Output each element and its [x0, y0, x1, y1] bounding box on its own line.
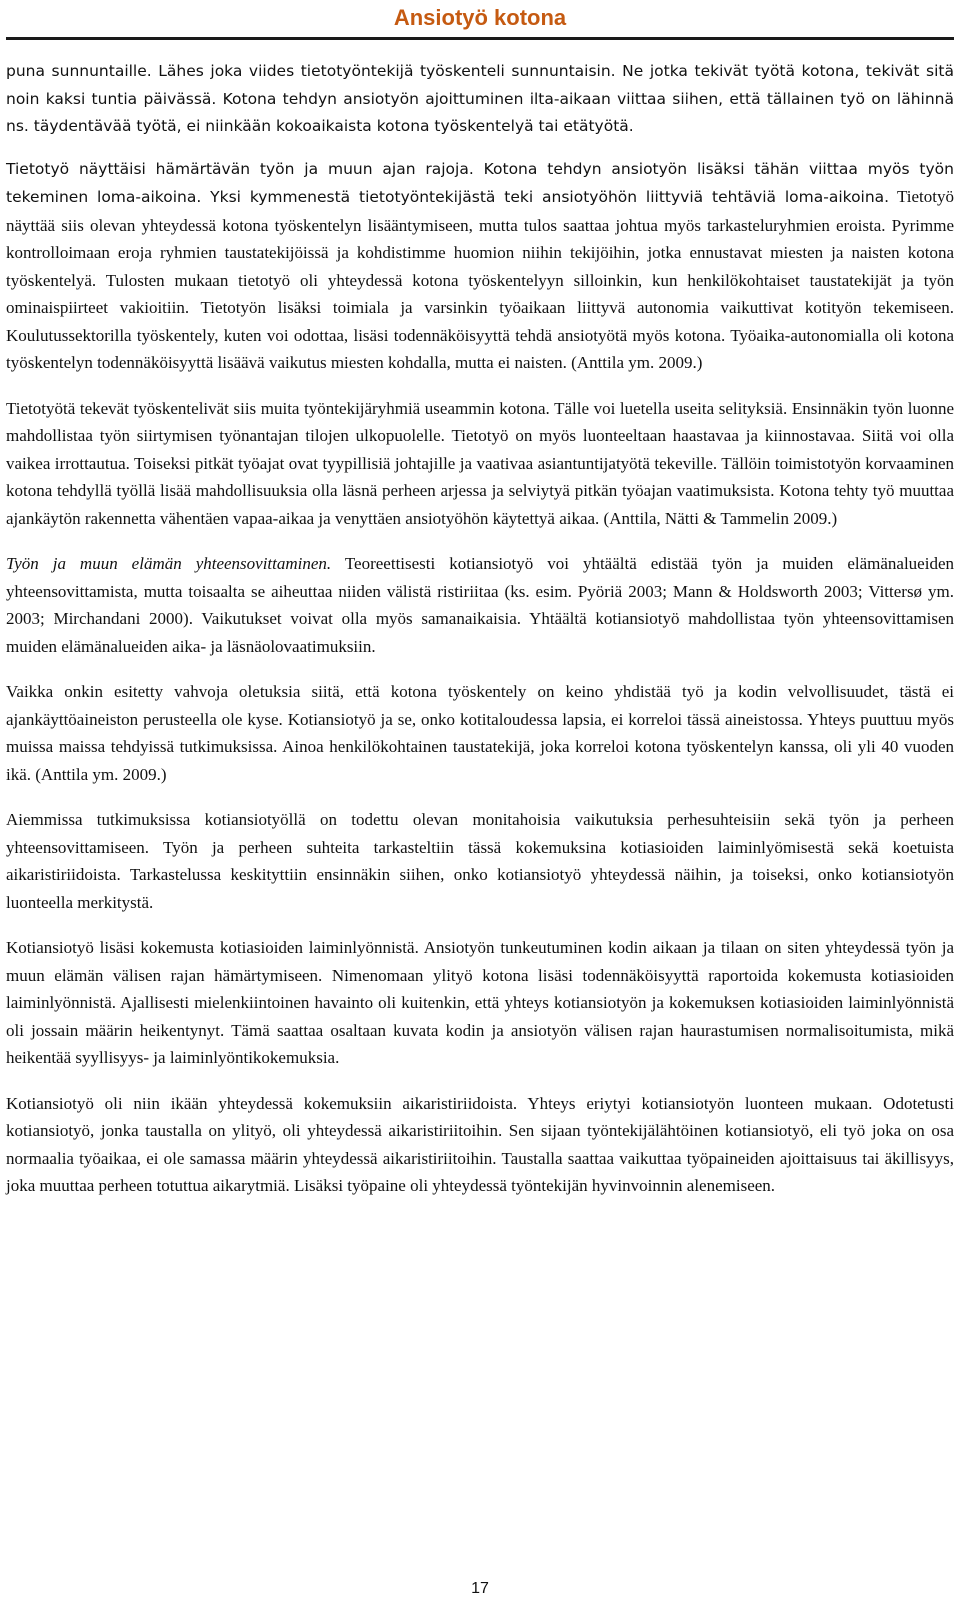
paragraph-6: Aiemmissa tutkimuksissa kotiansiotyöllä on todettu olevan monitahoisia vaikutuksia perhesuhteisiin sekä työn ja perheen yhteensovittamiseen. Työn ja perheen suhteita tarkasteltiin tässä kokemuksina kotiasioiden laiminlyömisestä sekä koetuista aikaristiriidoista. Tarkastelussa keskityttiin ensinnäkin siihen, onko kotiansiotyö yhteydessä näihin, ja toiseksi, onko kotiansiotyön luonteella merkitystä. [6, 810, 954, 912]
paragraph-4-rest: Teoreettisesti kotiansiotyö voi yhtäältä edistää työn ja muiden elämänalueiden yhteensovittamista, mutta toisaalta se aiheuttaa niiden välistä ristiriitaa (ks. esim. Pyöriä 2003; Mann & Holdsworth 2003; Vittersø ym. 2003; Mirchandani 2000). Vaikutukset voivat olla myös samanaikaisia. Yhtäältä kotiansiotyö mahdollistaa työn yhteensovittamisen muiden elämänalueiden aika- ja läsnäolovaatimuksiin. [6, 554, 954, 656]
paragraph-2-rest: Tietotyö näyttää siis olevan yhteydessä kotona työskentelyn lisääntymiseen, mutta tulos saattaa johtua myös tarkasteluryhmien eroista. Pyrimme kontrolloimaan eroja ryhmien taustatekijöissä ja kohdistimme huomion niihin tekijöihin, jotka ennustavat miesten ja naisten kotona työskentelyä. Tulosten mukaan tietotyö oli yhteydessä kotona työskentelyyn silloinkin, kun henkilökohtaiset taustatekijät ja työn ominaispiirteet vakioitiin. Tietotyön lisäksi toimiala ja varsinkin työaikaan liittyvä autonomia vaikuttivat kotityön tekemiseen. Koulutussektorilla työskentely, kuten voi odottaa, lisäsi todennäköisyyttä tehdä ansiotyötä myös kotona. Työaika-autonomialla oli kotona työskentelyn todennäköisyyttä lisäävä vaikutus miesten kohdalla, mutta ei naisten. (Anttila ym. 2009.) [6, 187, 955, 372]
running-header-title: Ansiotyö kotona [393, 5, 567, 30]
paragraph-1: puna sunnuntaille. Lähes joka viides tietotyöntekijä työskenteli sunnuntaisin. Ne jotka tekivät työtä kotona, tekivät sitä noin kaksi tuntia päivässä. Kotona tehdyn ansiotyön ajoittuminen ilta-aikaan viittaa siihen, että tällainen työ on lähinnä ns. täydentävää työtä, ei niinkään kokoaikaista kotona työskentelyä tai etätyötä. [6, 62, 954, 135]
paragraph-5: Vaikka onkin esitetty vahvoja oletuksia siitä, että kotona työskentely on keino yhdistää työ ja kodin velvollisuudet, tästä ei ajankäyttöaineiston perusteella ole kyse. Kotiansiotyö ja se, onko kotitaloudessa lapsia, ei korreloi tässä aineistossa. Yhteys puuttuu myös muissa maissa tehdyissä tutkimuksissa. Ainoa henkilökohtainen taustatekijä, joka korreloi kotona työskentelyn kanssa, oli yli 40 vuoden ikä. (Anttila ym. 2009.) [6, 682, 954, 784]
paragraph-4 [6, 550, 954, 660]
body-text [6, 58, 954, 1218]
paragraph-7: Kotiansiotyö lisäsi kokemusta kotiasioiden laiminlyönnistä. Ansiotyön tunkeutuminen kodin aikaan ja tilaan on siten yhteydessä työn ja muun elämän välisen rajan hämärtymiseen. Nimenomaan ylityö kotona lisäsi todennäköisyyttä raportoida kokemusta kotiasioiden laiminlyönnistä. Ajallisesti mielenkiintoinen havainto oli kuitenkin, että yhteys kotiansiotyön ja kokemuksen kotiasioiden laiminlyönnistä oli jossain määrin heikentynyt. Tämä saattaa osaltaan kuvata kodin ja ansiotyön välisen rajan haurastumisen normalisoitumista, mikä heikentää syyllisyys- ja laiminlyöntikokemuksia. [6, 938, 954, 1067]
paragraph-3: Tietotyötä tekevät työskentelivät siis muita työntekijäryhmiä useammin kotona. Tälle voi luetella useita selityksiä. Ensinnäkin työn luonne mahdollistaa työn siirtymisen työnantajan tilojen ulkopuolelle. Tietotyö on myös luonteeltaan haastavaa ja kiinnostavaa. Siitä voi olla vaikea irrottautua. Toiseksi pitkät työajat ovat tyypillisiä johtajille ja vaativaa asiantuntijatyötä tekeville. Tällöin toimistotyön korvaaminen kotona tehdyllä työllä lisää mahdollisuuksia olla läsnä perheen arjessa ja selviytyä pitkän työajan vaatimuksista. Kotona tehty työ muuttaa ajankäytön rakennetta vähentäen vapaa-aikaa ja venyttäen ansiotyöhön käytettyä aikaa. (Anttila, Nätti & Tammelin 2009.) [6, 398, 954, 528]
header-divider [6, 37, 954, 40]
paragraph-2 [6, 155, 954, 377]
paragraph-2-lead: Tietotyö näyttäisi hämärtävän työn ja muun ajan rajoja. Kotona tehdyn ansiotyön lisäksi tähän viittaa myös työn tekeminen loma-aikoina. Yksi kymmenestä tietotyöntekijästä teki ansiotyöhön liittyviä tehtäviä loma-aikoina. [6, 159, 954, 206]
paragraph-8: Kotiansiotyö oli niin ikään yhteydessä kokemuksiin aikaristiriidoista. Yhteys eriytyi kotiansiotyön luonteen mukaan. Odotetusti kotiansiotyö, jonka taustalla on ylityö, oli yhteydessä aikaristiriitoihin. Sen sijaan työntekijälähtöinen kotiansiotyö, eli työ joka on osa normaalia työaikaa, ei ole samassa määrin yhteydessä aikaristiriitoihin. Taustalla saattaa vaikuttaa työpaineiden ajoittaisuus tai äkillisyys, joka muuttaa perheen totuttua aikarytmiä. Lisäksi työpaine oli yhteydessä työntekijän hyvinvoinnin alenemiseen. [6, 1093, 954, 1195]
page-number: 17 [471, 1580, 489, 1597]
paragraph-4-heading: Työn ja muun elämän yhteensovittaminen. [6, 554, 332, 573]
